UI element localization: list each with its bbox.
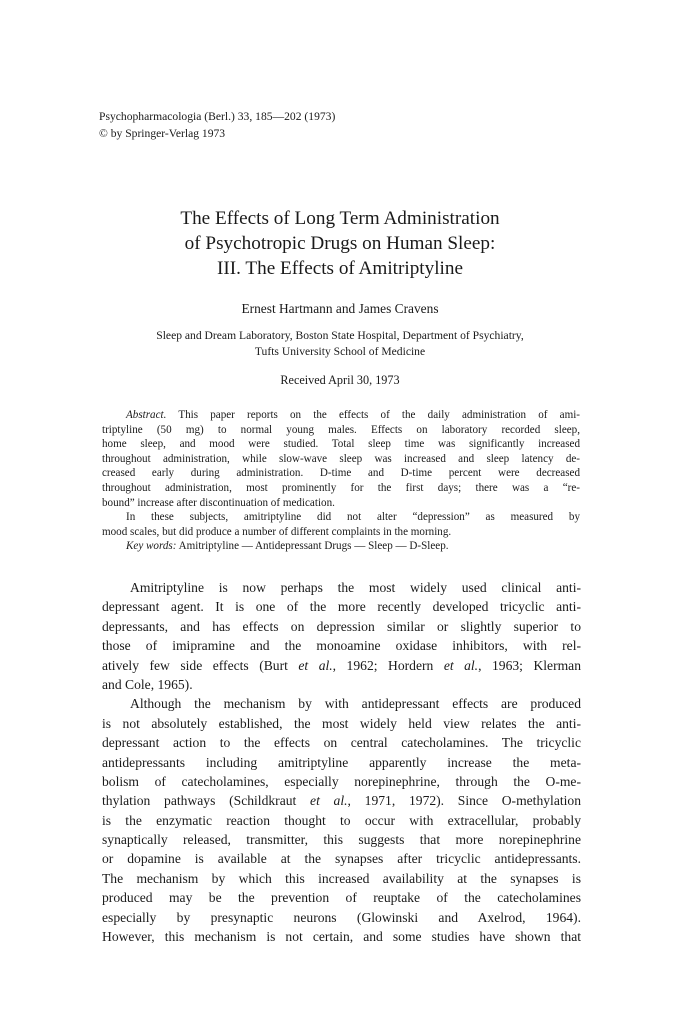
copyright-line: © by Springer-Verlag 1973: [99, 127, 226, 140]
body-line: especially by presynaptic neurons (Glowinski and Axelrod, 1964).: [102, 909, 581, 925]
abstract-line: creased early during administration. D-time and D-time percent were decreased: [102, 467, 580, 480]
keywords-label: Key words:: [126, 540, 177, 553]
journal-reference: Psychopharmacologia (Berl.) 33, 185—202 (1973): [99, 110, 336, 123]
body-line: or dopamine is available at the synapses after tricyclic antidepressants.: [102, 851, 581, 867]
affiliation: [80, 328, 600, 360]
body-line: However, this mechanism is not certain, and some studies have shown that: [102, 929, 581, 945]
abstract-line: throughout administration, most prominently for the first days; there was a “re-: [102, 481, 580, 494]
body-line: antidepressants including amitriptyline apparently increase the meta-: [102, 754, 581, 770]
author-names: Ernest Hartmann and James Cravens: [241, 301, 439, 316]
body-line: is not absolutely established, the most widely held view relates the anti-: [102, 715, 581, 731]
body-line: Although the mechanism by with antidepressant effects are produced: [130, 696, 581, 712]
body-line: produced may be the prevention of reuptake of the catecholamines: [102, 890, 581, 906]
title-line: The Effects of Long Term Administration: [180, 208, 500, 229]
title-line: of Psychotropic Drugs on Human Sleep:: [184, 233, 496, 254]
body-line: those of imipramine and the monoamine oxidase inhibitors, with rel-: [102, 638, 581, 654]
abstract: [102, 408, 580, 554]
body-line: thylation pathways (Schildkraut et al., 1971, 1972). Since O-methylation: [102, 793, 581, 809]
body-line: is the enzymatic reaction thought to occur with extracellular, probably: [102, 812, 581, 828]
abstract-line: bound” increase after discontinuation of medication.: [102, 496, 335, 509]
body-line: depressant action to the effects on central catecholamines. The tricyclic: [102, 735, 581, 751]
body-line: The mechanism by which this increased availability at the synapses is: [102, 870, 581, 886]
affiliation-line: Tufts University School of Medicine: [254, 345, 426, 358]
abstract-line: home sleep, and mood were studied. Total sleep time was significantly increased: [102, 438, 580, 451]
body-line: and Cole, 1965).: [102, 676, 193, 692]
journal-citation: [99, 108, 335, 142]
body-line: synaptically released, transmitter, this suggests that more norepinephrine: [102, 832, 581, 848]
body-line: depressants, and has effects on depression similar or slightly superior to: [102, 618, 581, 634]
abstract-line: Abstract. This paper reports on the effects of the daily administration of ami-: [126, 409, 580, 421]
received-date: Received April 30, 1973: [280, 373, 400, 387]
body-line: bolism of catecholamines, especially norepinephrine, through the O-me-: [102, 773, 581, 789]
abstract-line: In these subjects, amitriptyline did not alter “depression” as measured by: [126, 511, 580, 524]
keywords-line: [102, 539, 580, 554]
keywords: Amitriptyline — Antidepressant Drugs — Sleep — D-Sleep.: [176, 540, 449, 553]
body-line: Amitriptyline is now perhaps the most widely used clinical anti-: [130, 580, 581, 595]
body-line: depressant agent. It is one of the more recently developed tricyclic anti-: [102, 599, 581, 615]
abstract-line: mood scales, but did produce a number of different complaints in the morning.: [102, 525, 452, 538]
abstract-line: triptyline (50 mg) to normal young males. Effects on laboratory recorded sleep,: [102, 423, 580, 436]
abstract-line: throughout administration, while slow-wave sleep was increased and sleep latency de-: [102, 452, 580, 465]
body-line: atively few side effects (Burt et al., 1962; Hordern et al., 1963; Klerman: [102, 657, 581, 673]
title-line: III. The Effects of Amitriptyline: [217, 258, 463, 279]
body-text: [102, 578, 581, 946]
paper-title: [80, 206, 600, 281]
abstract-label: Abstract.: [126, 409, 167, 421]
affiliation-line: Sleep and Dream Laboratory, Boston State Hospital, Department of Psychiatry,: [156, 329, 524, 342]
